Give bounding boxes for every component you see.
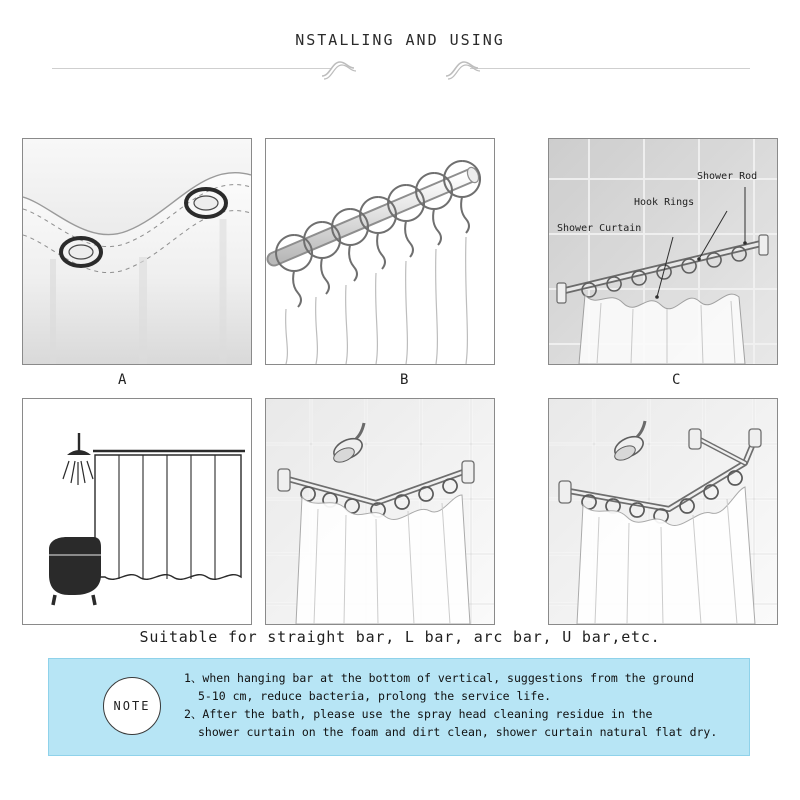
note-line-3: 2、After the bath, please use the spray head cleaning residue in the [184,707,653,721]
callout-shower-rod: Shower Rod [697,171,758,182]
panel-label-c: C [672,372,681,388]
page-header [0,30,800,49]
header-rule-left [52,68,332,69]
panel-u-bar-installation [548,398,778,625]
callout-shower-curtain: Shower Curtain [557,223,642,234]
wall-flange-icon [278,469,290,491]
note-text [184,669,736,741]
note-line-2: 5-10 cm, reduce bacteria, prolong the service life. [198,689,552,703]
callout-hook-rings: Hook Rings [634,197,695,208]
wall-flange-icon [462,461,474,483]
panel-l-bar-installation [265,398,495,625]
panel-label-b: B [400,372,409,388]
wall-flange-icon [749,429,761,447]
shower-curtain [95,455,241,579]
panel-bathtub-straight-bar [22,398,252,625]
panel-hook-rings-on-rod [265,138,495,365]
note-line-4: shower curtain on the foam and dirt clean, shower curtain natural flat dry. [198,725,718,739]
note-box [48,658,750,756]
panel-labelled-assembly [548,138,778,365]
swirl-ornament-left-icon [318,56,358,82]
panel-grommet-curtain [22,138,252,365]
panel-label-a: A [118,372,127,388]
bathtub-icon [49,537,101,605]
wall-flange-icon [689,429,701,449]
swirl-ornament-right-icon [442,56,482,82]
note-line-1: 1、when hanging bar at the bottom of vertical, suggestions from the ground [184,671,694,685]
shower-curtain [296,495,470,624]
shower-head-icon [63,433,93,485]
wall-flange-icon [559,481,571,503]
page-title: NSTALLING AND USING [295,31,505,49]
note-badge: NOTE [103,677,161,735]
panels-caption: Suitable for straight bar, L bar, arc bar, U bar,etc. [139,628,661,646]
header-rule-right [470,68,750,69]
